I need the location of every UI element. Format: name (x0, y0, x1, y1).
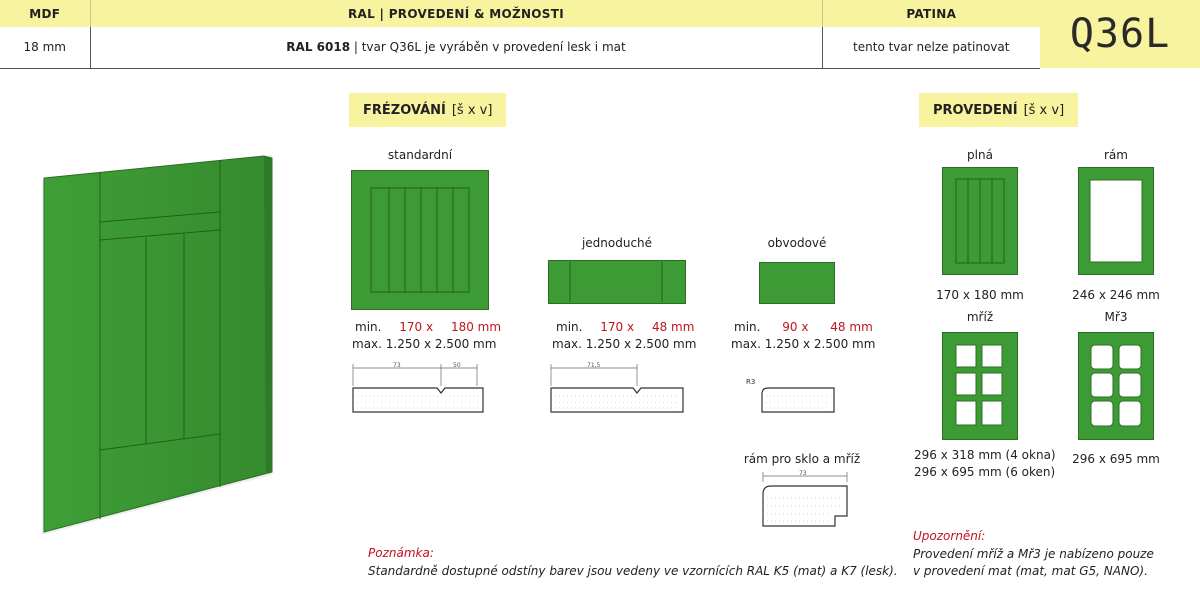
plna-sample (942, 167, 1018, 275)
provedeni-title-text: PROVEDENÍ (933, 102, 1018, 118)
patina-value: tento tvar nelze patinovat (822, 27, 1040, 68)
mriz-size1: 296 x 318 mm (4 okna) (914, 448, 1056, 462)
jednoduche-label: jednoduché (581, 236, 653, 250)
ram-sample (1078, 167, 1154, 275)
standard-min-h: 180 mm (450, 320, 502, 334)
obvodove-min-label: min. (734, 320, 761, 334)
mriz-size2: 296 x 695 mm (6 oken) (914, 465, 1056, 479)
ram-label: rám (1104, 148, 1128, 162)
ral-value (90, 27, 822, 68)
door-illustration (36, 150, 286, 550)
mriz-sample (942, 332, 1018, 440)
standard-sample (351, 170, 489, 310)
obvodove-min-h: 48 mm (830, 320, 873, 334)
ram-size: 246 x 246 mm (1072, 288, 1160, 302)
ral-text: | tvar Q36L je vyráběn v provedení lesk i mat (350, 40, 626, 55)
mr3-size: 296 x 695 mm (1072, 452, 1160, 466)
jednoduche-max: max. 1.250 x 2.500 mm (552, 337, 697, 351)
obvodove-label: obvodové (767, 236, 827, 250)
plna-size: 170 x 180 mm (936, 288, 1024, 302)
jednoduche-min-h: 48 mm (651, 320, 695, 334)
jednoduche-dim1: 71,5 (587, 362, 601, 369)
frezovani-dim: [š x v] (451, 102, 493, 118)
standard-label: standardní (387, 148, 453, 162)
frezovani-title (349, 93, 506, 127)
ram-sklo-label: rám pro sklo a mříž (743, 452, 861, 466)
standard-min-label: min. (355, 320, 382, 334)
standard-profile (349, 360, 489, 415)
poznamka-text: Standardně dostupné odstíny barev jsou vedeny ve vzornících RAL K5 (mat) a K7 (lesk). (368, 564, 898, 578)
ral-code: RAL 6018 (286, 40, 351, 55)
obvodove-sample (759, 262, 835, 304)
standard-dim2: 50 (453, 362, 461, 369)
ram-sklo-profile (757, 468, 857, 530)
patina-header: PATINA (822, 0, 1040, 27)
standard-max: max. 1.250 x 2.500 mm (352, 337, 497, 351)
obvodove-profile (744, 372, 839, 417)
spec-table (0, 0, 1040, 69)
provedeni-title (919, 93, 1078, 127)
obvodove-min (734, 320, 873, 334)
upozorneni-line2: v provedení mat (mat, mat G5, NANO). (913, 564, 1148, 578)
mr3-sample (1078, 332, 1154, 440)
plna-label: plná (967, 148, 993, 162)
frezovani-title-text: FRÉZOVÁNÍ (363, 102, 446, 118)
jednoduche-profile (547, 360, 687, 415)
ral-header: RAL | PROVEDENÍ & MOŽNOSTI (90, 0, 822, 27)
obvodove-r3: R3 (746, 378, 756, 386)
standard-dim1: 73 (393, 362, 401, 369)
mriz-label: mříž (966, 310, 994, 324)
jednoduche-sample (548, 260, 686, 304)
standard-min (355, 320, 501, 334)
obvodove-max: max. 1.250 x 2.500 mm (731, 337, 876, 351)
upozorneni-line1: Provedení mříž a Mř3 je nabízeno pouze (913, 547, 1154, 561)
mdf-header: MDF (0, 0, 90, 27)
upozorneni-title: Upozornění: (913, 529, 986, 543)
product-code: Q36L (1040, 0, 1200, 68)
obvodove-min-w: 90 x (782, 320, 809, 334)
provedeni-dim: [š x v] (1023, 102, 1065, 118)
jednoduche-min-w: 170 x (600, 320, 635, 334)
poznamka-title: Poznámka: (368, 546, 434, 560)
standard-min-w: 170 x (399, 320, 434, 334)
mr3-label: Mř3 (1104, 310, 1128, 324)
jednoduche-min (556, 320, 694, 334)
jednoduche-min-label: min. (556, 320, 583, 334)
mdf-value: 18 mm (0, 27, 90, 68)
ram-sklo-dim1: 73 (799, 470, 807, 477)
